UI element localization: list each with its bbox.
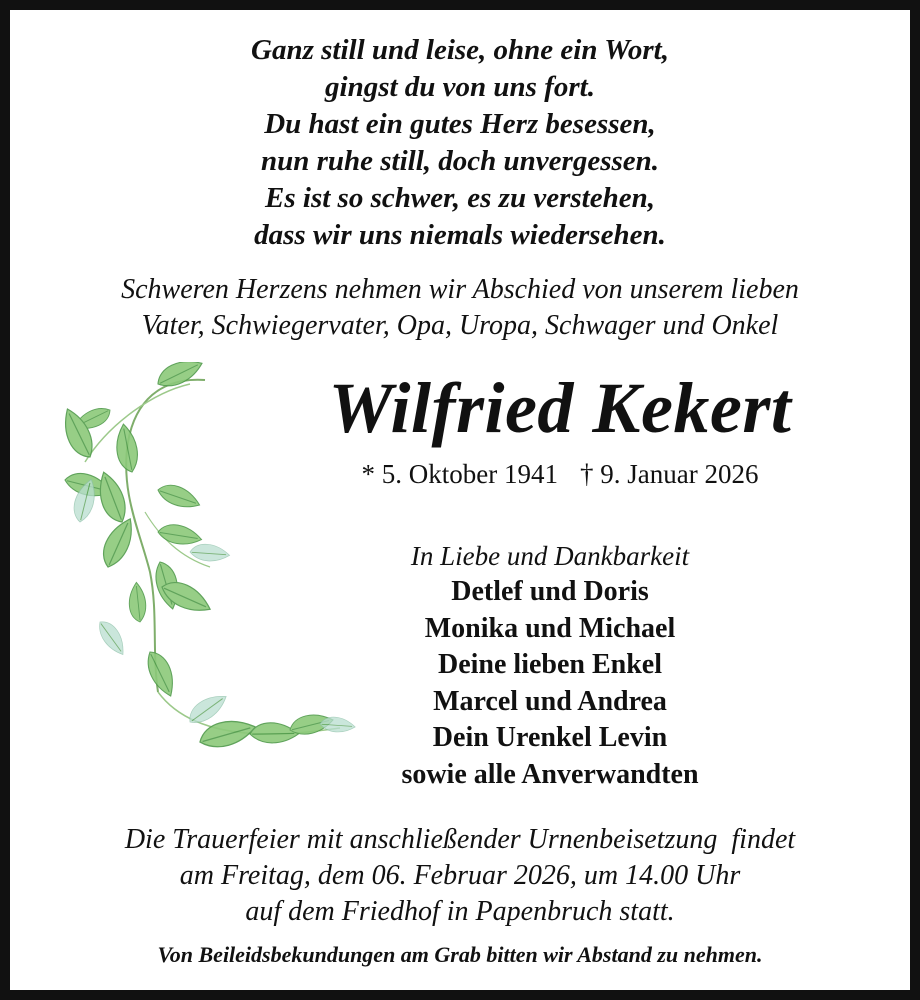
dedication-line: In Liebe und Dankbarkeit [410, 541, 690, 571]
funeral-service-info [20, 822, 900, 930]
life-dates [280, 456, 840, 492]
mourner-line: Deine lieben Enkel [437, 649, 662, 680]
poem-line: Ganz still und leise, ohne ein Wort, [251, 34, 669, 66]
mourner-line: Dein Urenkel Levin [432, 722, 668, 753]
mourner-line: Marcel und Andrea [433, 685, 667, 717]
poem-line: Es ist so schwer, es zu verstehen, [265, 182, 655, 214]
mourner-line: sowie alle Anverwandten [401, 758, 699, 790]
service-line: am Freitag, dem 06. Februar 2026, um 14.00 Uhr [179, 860, 741, 891]
poem-line: gingst du von uns fort. [325, 71, 595, 103]
poem-line: dass wir uns niemals wiedersehen. [254, 219, 666, 251]
intro-line: Schweren Herzens nehmen wir Abschied von unserem lieben [121, 274, 799, 305]
farewell-intro [20, 272, 900, 344]
death-date: † 9. Januar 2026 [580, 459, 759, 489]
mourner-line: Detlef und Doris [451, 576, 649, 607]
poem-line: Du hast ein gutes Herz besessen, [264, 108, 656, 140]
poem [20, 32, 900, 254]
intro-line: Vater, Schwiegervater, Opa, Uropa, Schwager und Onkel [141, 310, 779, 341]
mourners [310, 538, 790, 793]
birth-date: * 5. Oktober 1941 [361, 459, 558, 489]
deceased-name: Wilfried Kekert [328, 368, 792, 448]
service-line: auf dem Friedhof in Papenbruch statt. [245, 896, 675, 927]
poem-line: nun ruhe still, doch unvergessen. [260, 145, 660, 177]
mourner-line: Monika und Michael [424, 612, 676, 644]
service-line: Die Trauerfeier mit anschließender Urnenbeisetzung findet [124, 824, 796, 855]
condolence-request: Von Beileidsbekundungen am Grab bitten wir Abstand zu nehmen. [157, 942, 763, 967]
